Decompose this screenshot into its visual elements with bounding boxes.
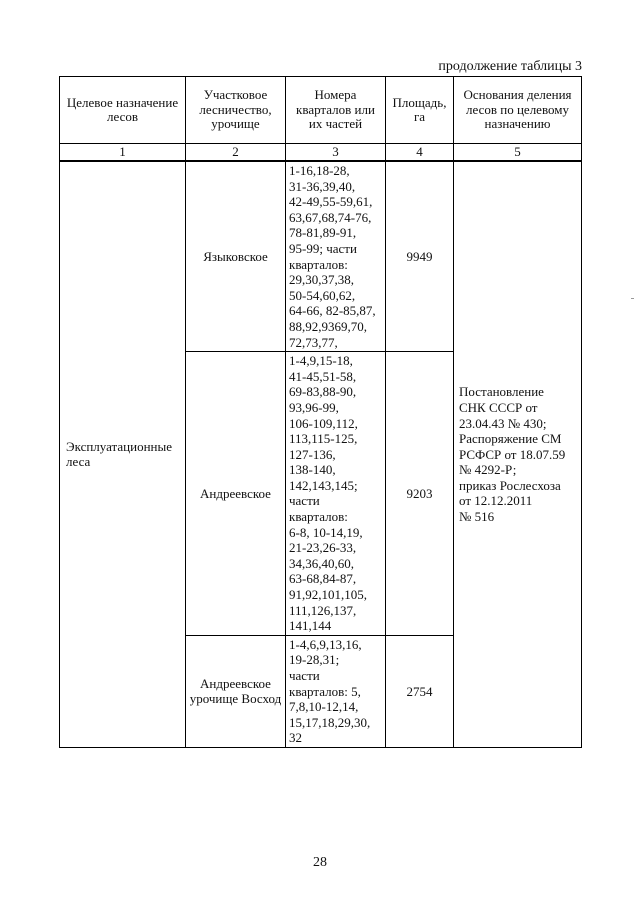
basis-line: № 516 [459,509,495,525]
quarters-line: 6-8, 10-14,19, [289,524,363,540]
quarters-line: 111,126,137, [289,602,357,618]
page-number: 28 [313,855,327,870]
quarters-line: 63,67,68,74-76, [289,209,372,225]
header-row [60,77,582,144]
quarters-line: 1-16,18-28, [289,163,350,178]
forest-purpose-cell: Эксплуатационные леса [60,161,186,747]
column-number-row [60,144,582,162]
quarters-cell [286,352,386,636]
quarters-line: 63-68,84-87, [289,571,357,587]
quarters-line: 138-140, [289,462,336,478]
area-cell: 9203 [386,352,454,636]
quarters-line: 78-81,89-91, [289,225,357,241]
quarters-line: 29,30,37,38, [289,272,354,288]
quarters-line: кварталов: 5, [289,683,361,699]
quarters-line: части [289,668,320,683]
basis-line: приказ Рослесхоза [459,477,561,493]
column-number: 1 [60,144,186,162]
district-cell: Языковское [186,161,286,352]
quarters-cell [286,635,386,747]
quarters-line: 93,96-99, [289,399,339,415]
quarters-line: 1-4,6,9,13,16, [289,636,362,652]
quarters-line: кварталов: [289,256,348,272]
quarters-line: 15,17,18,29,30, [289,714,371,730]
quarters-line: 91,92,101,105, [289,587,367,603]
quarters-line: 69-83,88-90, [289,384,357,400]
quarters-line: 88,92,9369,70, [289,318,367,334]
column-number: 3 [286,144,386,162]
basis-cell [454,161,582,747]
basis-line: № 4292-Р; [459,462,517,478]
basis-line: от 12.12.2011 [459,493,533,509]
quarters-line: 106-109,112, [289,415,358,431]
quarters-line: 113,115-125, [289,431,358,447]
quarters-line: 142,143,145; [289,477,358,493]
quarters-line: кварталов: [289,509,348,525]
quarters-cell [286,161,386,352]
area-cell: 2754 [386,635,454,747]
quarters-line: 19-28,31; [289,652,340,668]
quarters-line: 34,36,40,60, [289,555,354,571]
header-purpose: Целевое назначение лесов [60,77,186,144]
quarters-line: 1-4,9,15-18, [289,353,353,369]
basis-line: 23.04.43 № 430; [459,415,547,431]
forest-division-table [59,76,582,748]
column-number: 5 [454,144,582,162]
quarters-line: 31-36,39,40, [289,178,356,194]
quarters-line: 32 [289,730,302,746]
basis-line: СНК СССР от [459,399,538,415]
header-quarters: Номера кварталов или их частей [286,77,386,144]
header-basis: Основания деления лесов по целевому назначению [454,77,582,144]
quarters-line: 41-45,51-58, [289,368,357,384]
quarters-line: 21-23,26-33, [289,540,357,556]
quarters-line: 42-49,55-59,61, [289,194,373,210]
table-continuation-label: продолжение таблицы 3 [438,59,582,74]
header-area: Площадь, га [386,77,454,144]
quarters-line: 64-66, 82-85,87, [289,303,376,319]
column-number: 4 [386,144,454,162]
margin-mark [631,298,634,299]
header-district: Участковое лесничество, урочище [186,77,286,144]
quarters-line: 127-136, [289,446,336,462]
quarters-line: 72,73,77, [289,334,338,350]
area-cell: 9949 [386,161,454,352]
basis-line: Распоряжение СМ [459,431,562,447]
basis-line: Постановление [459,384,544,400]
district-cell: Андреевское урочище Восход [186,635,286,747]
quarters-line: 7,8,10-12,14, [289,699,359,715]
quarters-line: 95-99; части [289,240,357,256]
quarters-line: части [289,493,320,509]
table-row [60,161,582,352]
basis-line: РСФСР от 18.07.59 [459,446,566,462]
quarters-line: 50-54,60,62, [289,287,356,303]
district-cell: Андреевское [186,352,286,636]
column-number: 2 [186,144,286,162]
quarters-line: 141,144 [289,618,332,634]
